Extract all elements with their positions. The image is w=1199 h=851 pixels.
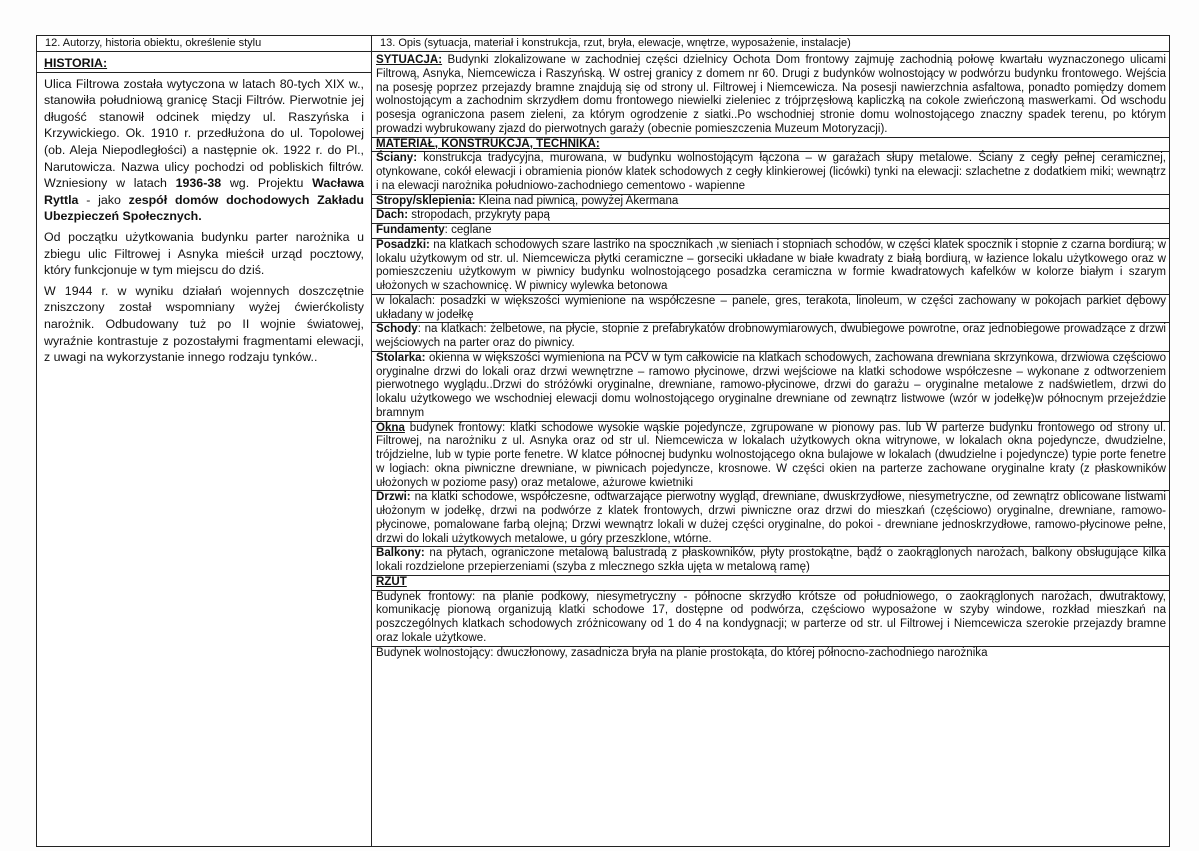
description-body — [372, 52, 1169, 660]
history-column-header: 12. Autorzy, historia obiektu, określenie stylu — [37, 36, 371, 52]
history-p1-mid: wg. Projektu — [221, 176, 313, 191]
row-rzut-wolnostojacy — [372, 647, 1169, 661]
text-posadzki: na klatkach schodowych szare lastriko na spocznikach ,w sieniach i stopniach schodów, w części klatek spocznik i stopnie z czarna bordiurą; w lokalu użytkowym od str. ul. Niemcewicza płytki ceramiczne – gorseciki układane w białe kwadraty z białą bordiurą, w łazience lokalu użytkowego oraz w pomieszczeniu użytkowym w piwnicy budynku wolnostojącego posadzka ceramiczna w formie kwadratowych kafelków w kolorze białym i szarym ułożonych w szachownicę. W piwnicy wylewka betonowa — [376, 238, 1166, 292]
text-lokale: w lokalach: posadzki w większości wymienione na współczesne – panele, gres, terakota, linoleum, w części zachowany w pokojach parkiet dębowy układany w jodełkę — [376, 294, 1166, 321]
text-sytuacja: Budynki zlokalizowane w zachodniej części dzielnicy Ochota Dom frontowy zajmuję zachodnią połowę kwartału wyznaczonego ulicami Filtrową, Asnyka, Niemcewicza i Raszyńską. W ostrej granicy z domem nr 60. Drugi z budynków wolnostojący w podwórzu budynku frontowego. Wejścia na posesję poprzez przejazdy bramne znajdują się od strony ul. Filtrowej i Niemcewicza. Na posesji nawierzchnia asfaltowa, ponadto pomiędzy domem wolnostojącym a zachodnim skrzydłem domu frontowego niewielki zieleniec z trójprzęsłową kapliczką na cokole zwieńczoną maswerkami. Od wschodu posesja ograniczona pasem zieleni, za którym ogrodzenie z siatki..Po wschodniej stronie domu wolnostojącego znaczny spadek terenu, po którym prowadzi wybrukowany zjazd do pierwotnych garaży (obecnie pomieszczenia Muzeum Motoryzacji). — [376, 54, 1166, 135]
history-p1-text: Ulica Filtrowa została wytyczona w latach 80-tych XIX w., stanowiła południową granicę Stacji Filtrów. Pierwotnie jej długość stanowił odcinek między ul. Raszyńska i Krzywickiego. Ok. 1910 r. przedłużona do ul. Topolowej (ob. Aleja Niepodległości) a następnie ok. 1922 r. do Pl., Narutowicza. Nazwa ulicy pochodzi od pobliskich filtrów. Wzniesiony w latach — [44, 76, 364, 191]
history-paragraph-2: Od początku użytkowania budynku parter narożnika u zbiegu ulic Filtrowej i Asnyka mieścił urząd pocztowy, który funkcjonuje w tym miejscu do dziś. — [44, 229, 364, 278]
text-balkony: na płytach, ograniczone metalową balustradą z płaskowników, płyty prostokątne, bądź o zaokrąglonych narożach, balkony obsługujące kilka lokali rozdzielone przepierzeniami (szyba z mlecznego szkła ujęta w metalową ramę) — [376, 547, 1166, 573]
construction-years: 1936-38 — [175, 176, 222, 191]
row-lokale — [372, 295, 1169, 324]
history-paragraph-3: W 1944 r. w wyniku działań wojennych doszczętnie zniszczony został wspomniany wyżej ćwierćkolisty narożnik. Odbudowany tuż po II wojnie światowej, wyraźnie kontrastuje z pozostałymi fragmentami elewacji, z uwagi na wykorzystanie innego rodzaju tynków.. — [44, 283, 364, 365]
row-rzut-heading — [372, 576, 1169, 591]
row-rzut-frontowy — [372, 591, 1169, 647]
history-p1-dash: - jako — [78, 192, 129, 207]
label-sciany: Ściany: — [376, 152, 418, 165]
text-stolarka: okienna w większości wymieniona na PCV w tym całkowicie na klatkach schodowych, zachowana drewniana skrzynkowa, drzwiowa częściowo oryginalne drzwi do lokali oraz drzwi wewnętrzne – ramowo płycinowe, drzwi wejściowe na klatki schodowe współczesne – wykonane z odtworzeniem pierwotnego wyglądu..Drzwi do stróżówki oryginalne, drewniane, ramowo-płycinowe, drzwi do garażu – oryginalne metalowe z nadświetlem, drzwi do lokalu użytkowego we wschodniej elewacji domu wolnostojącego oryginalne drewniane od zewnątrz listwowe (wzór w jodełkę)w północnym przejeździe bramnym — [376, 351, 1166, 419]
row-stolarka — [372, 352, 1169, 422]
row-material-heading — [372, 138, 1169, 153]
row-fundamenty — [372, 224, 1169, 239]
label-schody: Schody — [376, 323, 418, 336]
text-rzut-frontowy: Budynek frontowy: na planie podkowy, niesymetryczny - północne skrzydło krótsze od południowego, o zaokrąglonych narożach, dwutraktowy, komunikację pionową organizują klatki schodowe 17, dostępne od podwórza, częściowo wyposażone w szyby windowe, rozkład mieszkań na poszczególnych klatkach schodowych zróżnicowany od 1 do 4 na kondygnacji; w parterze od str. ul Filtrowej i Niemcewicza szerokie przejazdy bramne oraz lokale użytkowe. — [376, 590, 1166, 644]
history-column — [37, 36, 372, 846]
text-drzwi: na klatki schodowe, współczesne, odtwarzające pierwotny wygląd, drewniane, dwuskrzydłowe, niesymetryczne, od zewnątrz oblicowane listwami ułożonym w jodełkę, drzwi na podwórze z klatek frontowych, drzwi piwniczne oraz drzwi do mieszkań (częściowo) oryginalne, drewniane, ramowo-płycinowe, pomalowane farbą olejną; Drzwi wewnątrz lokali w dużej części oryginalne, do pokoi - drewniane jednoskrzydłowe, ramowo-płycinowe pełne, drzwi do lokali użytkowych metalowe, u góry przeszklone, wtórne. — [376, 491, 1166, 545]
row-okna — [372, 422, 1169, 492]
label-stropy: Stropy/sklepienia: — [376, 194, 476, 207]
form-table — [36, 35, 1170, 847]
label-balkony: Balkony: — [376, 547, 425, 560]
row-sytuacja — [372, 54, 1169, 138]
row-sciany — [372, 152, 1169, 194]
text-fundamenty: : ceglane — [444, 224, 492, 236]
label-posadzki: Posadzki: — [376, 238, 430, 251]
label-dach: Dach: — [376, 209, 409, 222]
label-stolarka: Stolarka: — [376, 351, 426, 364]
text-schody: : na klatkach: żelbetowe, na płycie, stopnie z prefabrykatów drobnowymiarowych, dwubiegowe powrotne, oraz jednobiegowe prowadzące z drzwi wejściowych na parter oraz do piwnicy. — [376, 323, 1166, 349]
history-section-title: HISTORIA: — [37, 55, 371, 73]
label-material: MATERIAŁ, KONSTRUKCJA, TECHNIKA: — [376, 137, 600, 150]
row-balkony — [372, 547, 1169, 576]
label-fundamenty: Fundamenty — [376, 224, 445, 236]
label-drzwi: Drzwi: — [376, 491, 411, 504]
description-column — [372, 36, 1169, 846]
text-stropy: Kleina nad piwnicą, powyżej Akermana — [475, 194, 679, 207]
label-sytuacja: SYTUACJA: — [376, 54, 443, 66]
text-okna: budynek frontowy: klatki schodowe wysokie wąskie pojedyncze, zgrupowane w pionowy pas. lub W parterze budynku frontowego od strony ul. Filtrowej, na narożniku z ul. Asnyka oraz od str ul. Niemcewicza w lokalach użytkowych okna witrynowe, w lokalach okna pojedyncze, dwudzielne, trójdzielne, lub w typie porte fenetre. W klatce północnej budynku wolnostojącego okna bulajowe w lokalach (dwudzielne i pojedyncze) typie porte fenetre w logiach: okna piwniczne drewniane, w piwnicach pojedyncze, krosnowe. W części okien na parterze zachowane oryginalne kraty (z płaskowników ułożonych w poziome pasy) oraz metalowe, ażurowe kwietniki — [376, 421, 1166, 489]
row-schody — [372, 323, 1169, 352]
row-dach — [372, 209, 1169, 224]
description-column-header: 13. Opis (sytuacja, materiał i konstrukcja, rzut, bryła, elewacje, wnętrze, wyposażenie, instalacje) — [372, 36, 1169, 52]
text-dach: stropodach, przykryty papą — [408, 209, 550, 222]
architect-name: Wacława Ryttla — [44, 176, 364, 207]
building-complex-name: zespół domów dochodowych Zakładu Ubezpieczeń Społecznych. — [44, 192, 364, 224]
row-stropy — [372, 195, 1169, 210]
text-rzut-wolnostojacy: Budynek wolnostojący: dwuczłonowy, zasadnicza bryła na planie prostokąta, do której północno-zachodniego narożnika — [376, 646, 988, 659]
row-drzwi — [372, 491, 1169, 547]
history-body — [37, 52, 371, 366]
text-sciany: konstrukcja tradycyjna, murowana, w budynku wolnostojącym łączona – w garażach słupy metalowe. Ściany z cegły pełnej ceramicznej, otynkowane, cokół elewacji i obramienia pionów klatek schodowych z cegły klinkierowej (licówki) tynki na elewacji: szlachetne z dodatkiem miki; wewnątrz i na elewacji narożnika południowo-zachodniego cementowo - wapienne — [376, 152, 1166, 192]
row-posadzki — [372, 239, 1169, 295]
label-rzut: RZUT — [376, 575, 407, 588]
history-paragraph-1 — [44, 76, 364, 225]
label-okna: Okna — [376, 421, 405, 434]
